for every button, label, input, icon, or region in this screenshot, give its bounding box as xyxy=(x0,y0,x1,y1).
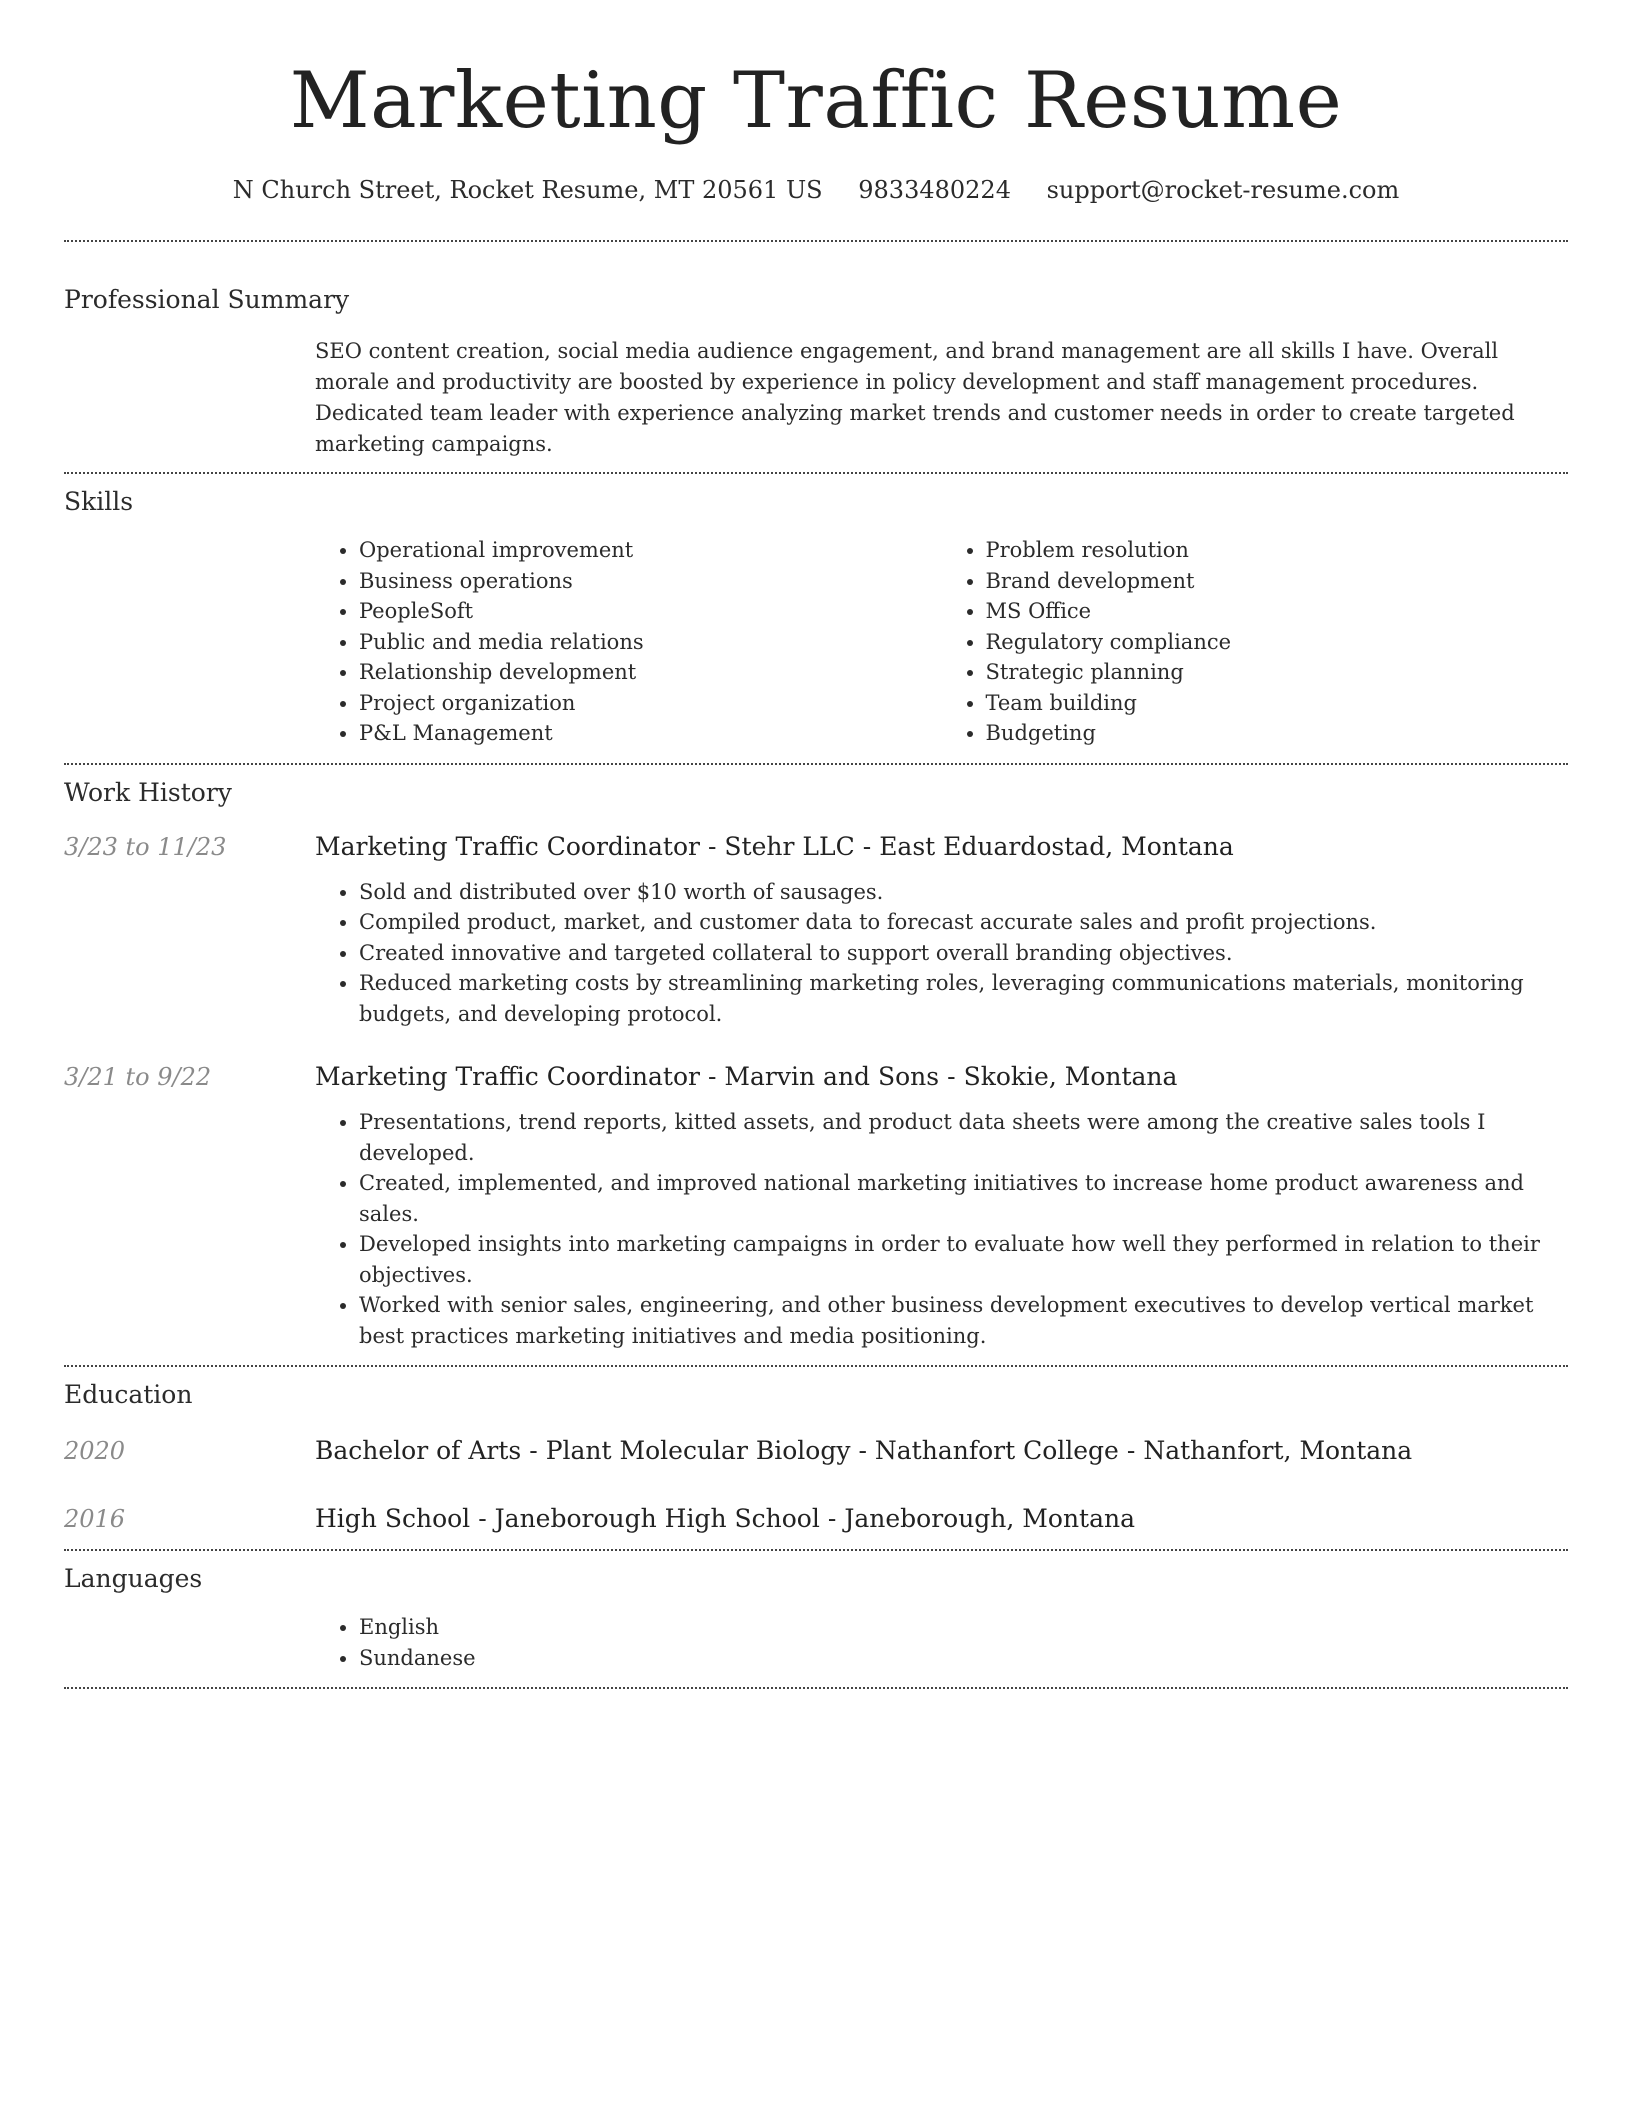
skills-list-left xyxy=(315,535,942,749)
language-item: • English xyxy=(359,1612,1568,1643)
skill-item: • MS Office xyxy=(986,596,1569,627)
skills-grid xyxy=(315,535,1568,763)
skill-item: • Budgeting xyxy=(986,718,1569,749)
job-bullet: • Compiled product, market, and customer data to forecast accurate sales and profit projections. xyxy=(359,907,1568,938)
separator: - xyxy=(947,1062,956,1091)
education-location: Nathanfort, Montana xyxy=(1143,1436,1413,1465)
skill-item: • Problem resolution xyxy=(986,535,1569,566)
job-bullet: • Presentations, trend reports, kitted assets, and product data sheets were among the creative sales tools I developed. xyxy=(359,1107,1568,1168)
languages-list xyxy=(315,1612,1568,1673)
job-company: Stehr LLC xyxy=(724,831,855,861)
education-location: Janeborough, Montana xyxy=(844,1504,1135,1533)
resume-title: Marketing Traffic Resume xyxy=(289,56,1343,146)
skill-item: • Regulatory compliance xyxy=(986,627,1569,658)
section-divider xyxy=(64,1687,1568,1689)
section-heading-education: Education xyxy=(64,1380,193,1409)
job-bullet: • Sold and distributed over $10 worth of sausages. xyxy=(359,877,1568,908)
education-degree: High School xyxy=(315,1504,471,1533)
separator: - xyxy=(827,1504,837,1533)
job-detail xyxy=(315,831,1568,1030)
education-school: Nathanfort College xyxy=(874,1436,1119,1465)
separator: - xyxy=(707,831,717,861)
section-divider xyxy=(64,240,1568,242)
skill-item: • Strategic planning xyxy=(986,657,1569,688)
section-divider xyxy=(64,1549,1568,1551)
job-bullet: • Reduced marketing costs by streamlining marketing roles, leveraging communications materials, monitoring budgets, and developing protocol. xyxy=(359,968,1568,1029)
skill-item: • Brand development xyxy=(986,566,1569,597)
contact-email: support@rocket-resume.com xyxy=(1046,176,1400,204)
language-item: • Sundanese xyxy=(359,1643,1568,1674)
education-school: Janeborough High School xyxy=(494,1504,820,1533)
section-heading-skills: Skills xyxy=(64,487,134,516)
job-location: Skokie, Montana xyxy=(963,1062,1178,1091)
separator: - xyxy=(529,1436,538,1465)
contact-address: N Church Street, Rocket Resume, MT 20561 US xyxy=(232,176,823,204)
section-heading-summary: Professional Summary xyxy=(64,285,350,314)
job-bullets xyxy=(315,877,1568,1030)
job-detail xyxy=(315,1061,1568,1351)
job-bullet: • Created, implemented, and improved national marketing initiatives to increase home product awareness and sales. xyxy=(359,1168,1568,1229)
section-divider xyxy=(64,1365,1568,1367)
skill-item: • Public and media relations xyxy=(359,627,942,658)
skill-item: • Team building xyxy=(986,688,1569,719)
separator: - xyxy=(478,1504,487,1533)
job-bullet: • Developed insights into marketing campaigns in order to evaluate how well they performed in relation to their objectives. xyxy=(359,1229,1568,1290)
job-dates: 3/21 to 9/22 xyxy=(64,1063,212,1091)
job-dates: 3/23 to 11/23 xyxy=(64,832,227,861)
job-bullets xyxy=(315,1107,1568,1351)
job-entry xyxy=(64,831,1568,1030)
section-heading-work: Work History xyxy=(64,777,232,807)
job-bullet: • Created innovative and targeted collateral to support overall branding objectives. xyxy=(359,938,1568,969)
education-field: Plant Molecular Biology xyxy=(545,1436,851,1465)
skill-item: • Operational improvement xyxy=(359,535,942,566)
skill-item: • Relationship development xyxy=(359,657,942,688)
separator: - xyxy=(1126,1436,1136,1465)
job-company: Marvin and Sons xyxy=(724,1062,940,1091)
skill-item: • P&L Management xyxy=(359,718,942,749)
skill-item: • Business operations xyxy=(359,566,942,597)
skills-list-right xyxy=(942,535,1569,749)
languages-list-wrap xyxy=(315,1612,1568,1687)
education-entry xyxy=(64,1503,1568,1549)
job-title: Marketing Traffic Coordinator xyxy=(315,1062,700,1091)
contact-line xyxy=(64,174,1568,206)
education-entry xyxy=(64,1435,1568,1467)
contact-phone: 9833480224 xyxy=(858,176,1011,204)
summary-text: SEO content creation, social media audience engagement, and brand management are all skills I have. Overall morale and productivity are boosted by experience in policy development and staff management procedures. Dedicated team leader with experience analyzing market trends and customer needs in order to create targeted marketing campaigns. xyxy=(315,339,1515,456)
skill-item: • Project organization xyxy=(359,688,942,719)
job-entry xyxy=(64,1061,1568,1365)
separator: - xyxy=(707,1062,717,1091)
job-heading xyxy=(315,831,1568,863)
section-heading-languages: Languages xyxy=(64,1564,203,1593)
separator: - xyxy=(858,1436,867,1465)
education-year: 2020 xyxy=(64,1437,126,1465)
separator: - xyxy=(862,831,872,861)
job-location: East Eduardostad, Montana xyxy=(879,831,1234,861)
education-degree: Bachelor of Arts xyxy=(315,1436,522,1465)
section-divider xyxy=(64,763,1568,765)
job-heading xyxy=(315,1061,1568,1093)
education-year: 2016 xyxy=(64,1505,126,1533)
job-bullet: • Worked with senior sales, engineering, and other business development executives to develop vertical market best practices marketing initiatives and media positioning. xyxy=(359,1290,1568,1351)
job-title: Marketing Traffic Coordinator xyxy=(315,831,700,861)
education-heading xyxy=(315,1435,1412,1467)
education-heading xyxy=(315,1503,1135,1535)
section-divider xyxy=(64,472,1568,474)
skill-item: • PeopleSoft xyxy=(359,596,942,627)
